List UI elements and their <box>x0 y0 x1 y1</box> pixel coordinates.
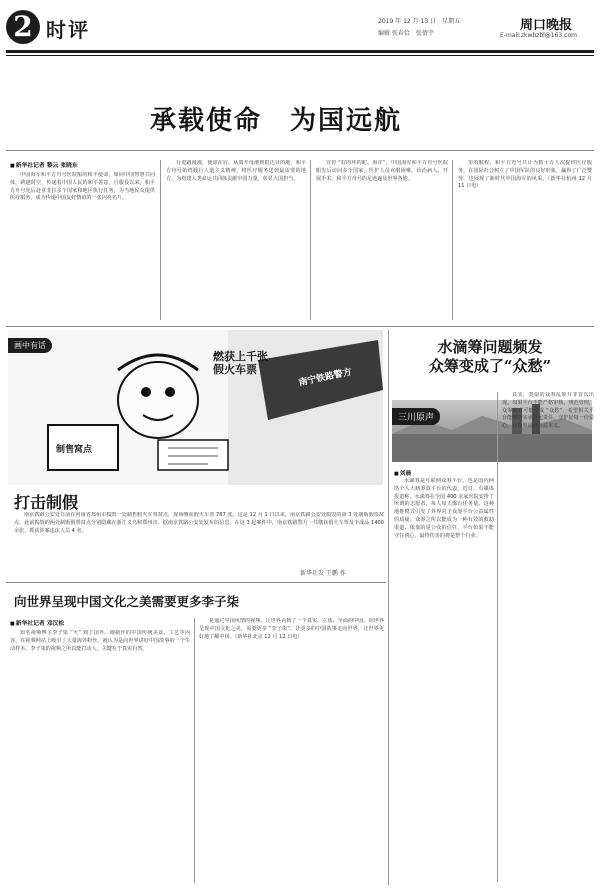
cartoon-rail-label: 南宁铁路警方 <box>297 367 353 389</box>
article3-headline <box>410 338 570 376</box>
column-divider <box>388 330 389 885</box>
column-divider <box>497 392 498 882</box>
article2-credit: 新华社发 王鹏 作 <box>300 570 346 577</box>
newspaper-brand: 周口晚报 <box>520 18 573 33</box>
article4-col1: 知名视频博主李子柒 “火” 到了国外。她制作的中国传统美食、工艺等内容，在视频网站上吸引了大量海外粉丝，被认为是向世界讲好中国故事的一个生动样本。李子柒的视频之所以能打动人，关键在于真实自然。 <box>10 630 190 652</box>
header-rule <box>6 50 594 53</box>
article3-side-body: 其实，类似的众筹乱象并非首次出现。如果平台不能严格审核，规范管理，众筹就有可能变成 “众愁”。希望相关平台能够切实承担起责任，守护好每一份爱心，让众筹回归公益本义。 <box>502 392 594 430</box>
section-title: 时评 <box>46 18 90 42</box>
article1-byline: ■ 新华社记者 黎云 张晓东 <box>10 160 78 169</box>
cartoon-caption-line2: 假火车票 <box>213 363 257 376</box>
article3-byline: ■ 刘晨 <box>394 468 411 477</box>
article1-col2: 行进路漫漫，使命在肩。从离开母港到抵达目的地，和平方舟号始终践行人道主义精神，将医疗服务送到最需要的地方，为构建人类命运共同体贡献中国力量，彰显大国担当。 <box>166 160 306 182</box>
article2-headline: 打击制假 <box>14 493 79 512</box>
article4-byline: ■ 新华社记者 邓汉松 <box>10 618 64 627</box>
cartoon-box-label: 制售窝点 <box>56 445 93 455</box>
cartoon-drawing <box>8 330 383 485</box>
article4-headline: 向世界呈现中国文化之美需要更多李子柒 <box>14 594 240 609</box>
article1-col3: 宣传 “好的坏的蛇、海洋”，中国海军和平方舟号医院船先后访问多个国家，医护人员克服困难，诊治病人、开展手术，和平方舟号的足迹遍及世界各地。 <box>316 160 448 182</box>
cartoon-caption <box>213 350 268 376</box>
article3-headline-line2: 众筹变成了“众愁” <box>428 357 552 375</box>
header-rule-thin <box>6 55 594 56</box>
article1-bottom-rule <box>6 326 594 327</box>
article3-column-tag: 三川原声 <box>392 408 440 425</box>
column-divider <box>194 618 195 883</box>
column-divider <box>452 160 453 320</box>
editor-credit: 编辑 张春恰 张倩宇 <box>378 30 434 37</box>
column-divider <box>310 160 311 320</box>
article2-body: 南京铁路公安处日前在河南省郑州市捣毁一处制售假火车票窝点，现场缴获假火车票 787 张。这是 12 月 1 日以来，南京铁路公安处捣毁的第 3 处制贩假票窝点。此前捣毁的两处制贩假票窝点分别隐藏在浙江义乌和郑州市。据南京铁路公安处发布的信息，在这 3 起案件中，南京铁路警方一共缴获假火车票及半成品 1400 余张，抓获涉案违法人员 4 名。 <box>14 512 384 534</box>
article1-headline: 承载使命 为国远航 <box>150 106 403 136</box>
article1-rule <box>6 150 594 151</box>
article3-headline-line1: 水滴筹问题频发 <box>437 338 543 356</box>
page-number-badge: 2 <box>6 10 40 44</box>
article4-col2: 是通过中国风情的视频，让世界看到了一个真实、立体、全面的中国。向世界呈现中国文化之美，需要更多 “李子柒”。让更多的中国故事走向世界，让世界更好地了解中国。（新华社北京 12 月 12 日电） <box>199 618 384 640</box>
cartoon-banner: 画中有话 <box>8 338 52 353</box>
contact-email: E-mail:zkwbzbl@163.com <box>500 32 577 39</box>
article3-body: 水滴筹是互联网众筹平台，也是国内网络个人大病筹款平台的代表。近日，有媒体报道称，水滴筹在全国 400 余家医院安排了所谓的志愿者，每人每天都有任务量。这种地推模式引发了外界对于众筹平台公益属性的质疑。众筹之所以能成为一种有效的救助渠道，依靠的是公众的信任，平台如果不能守住初心，最终伤害的将是整个行业。 <box>394 478 494 539</box>
cartoon-caption-line1: 燃获上千张 <box>213 350 268 363</box>
article1-col4: 里的航程，和平方舟号共计为数十万人次提供医疗服务，在国际社会树立了中国军队的良好形象，赢得了广泛赞誉，也展现了新时代中国海军的风采。（新华社杭州 12 月 11 日电） <box>458 160 592 190</box>
article2-rule <box>6 582 386 583</box>
article1-col1: 中国海军和平方舟号医院船的和平使命，如同中国智慧共同体，跨越时空，传递着中国人民的和平善意。自服役以来，和平方舟号先后赴亚非拉多个国家和地区执行任务，为当地民众提供医疗服务，成为传递中国友好情谊的一张闪亮名片。 <box>10 172 155 202</box>
issue-date: 2019 年 12 月 13 日 星期五 <box>378 18 461 25</box>
column-divider <box>160 160 161 320</box>
cartoon-illustration <box>8 330 383 485</box>
